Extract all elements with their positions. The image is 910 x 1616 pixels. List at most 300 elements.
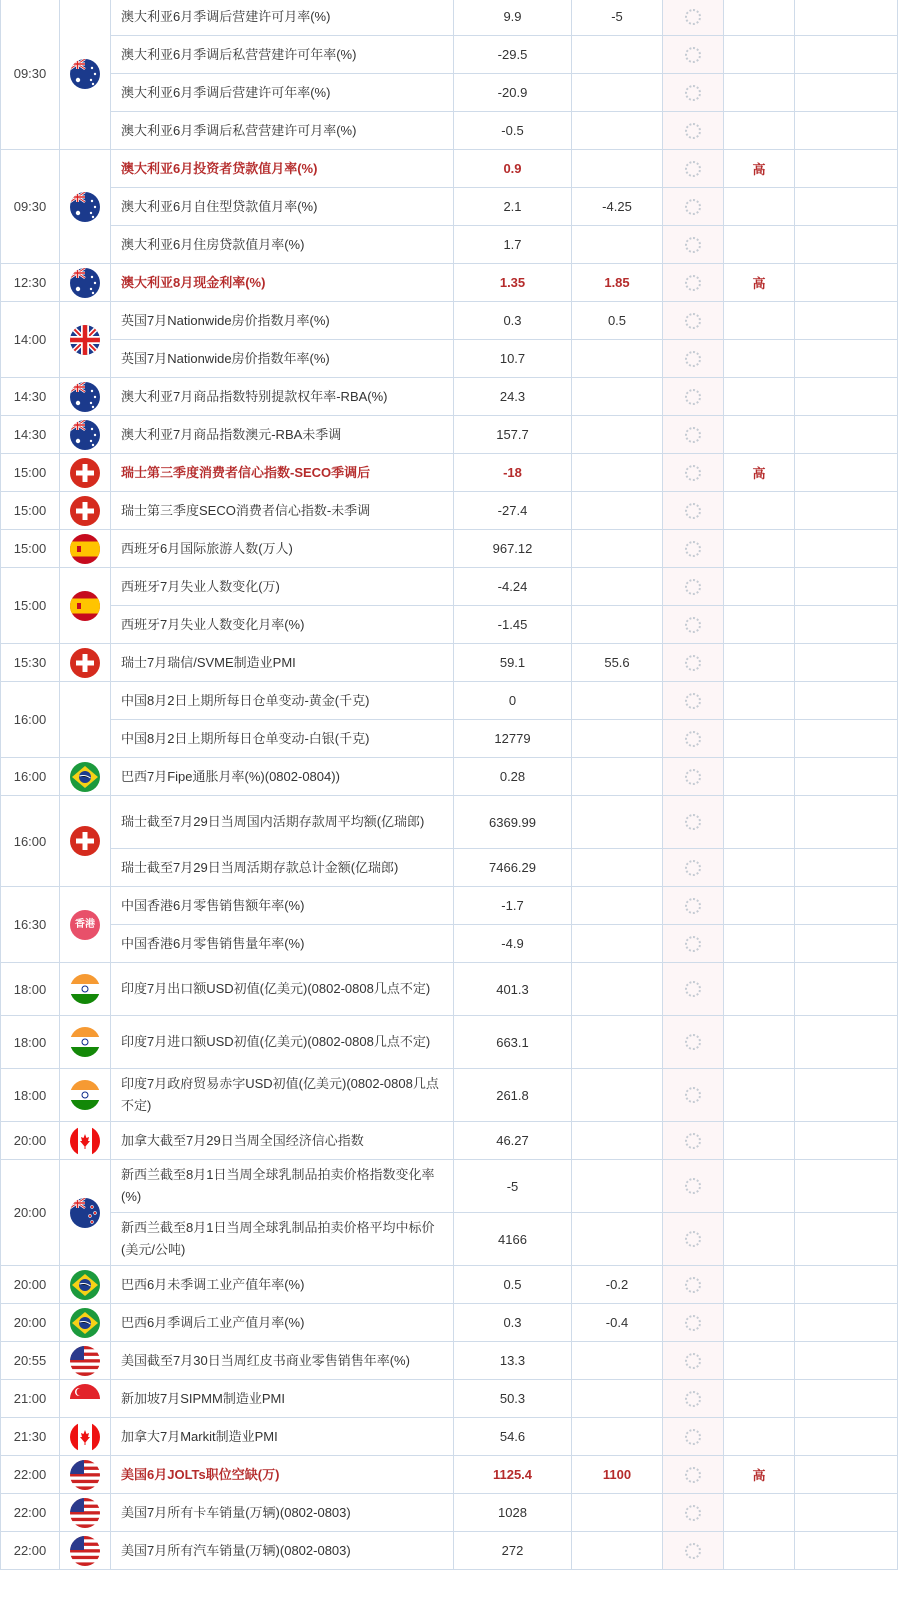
importance-badge: [724, 963, 795, 1016]
flag-uk-icon: [70, 325, 100, 355]
indicator-name[interactable]: 美国截至7月30日当周红皮书商业零售销售年率(%): [111, 1342, 454, 1380]
flag-cell: [60, 1418, 111, 1456]
loading-spinner-icon: [685, 860, 701, 876]
flag-cell: [60, 644, 111, 682]
flag-au-icon: [70, 382, 100, 412]
extra-cell: [795, 74, 898, 112]
table-row[interactable]: [1, 644, 898, 682]
loading-spinner-icon: [685, 123, 701, 139]
actual-value: 0.5: [454, 1266, 572, 1304]
actual-value: 1.7: [454, 226, 572, 264]
importance-badge: [724, 530, 795, 568]
previous-value: [572, 492, 663, 530]
loading-cell: [663, 340, 724, 378]
actual-value: -5: [454, 1160, 572, 1213]
extra-cell: [795, 1494, 898, 1532]
time-cell: 15:00: [1, 568, 60, 644]
extra-cell: [795, 1532, 898, 1570]
loading-cell: [663, 1069, 724, 1122]
indicator-name[interactable]: 巴西7月Fipe通胀月率(%)(0802-0804)): [111, 758, 454, 796]
indicator-name[interactable]: 瑞士第三季度SECO消费者信心指数-未季调: [111, 492, 454, 530]
actual-value: 24.3: [454, 378, 572, 416]
indicator-name[interactable]: 瑞士截至7月29日当周活期存款总计金额(亿瑞郎): [111, 849, 454, 887]
flag-cell: [60, 682, 111, 758]
importance-badge: [724, 758, 795, 796]
loading-cell: [663, 150, 724, 188]
importance-badge: [724, 1122, 795, 1160]
previous-value: [572, 568, 663, 606]
extra-cell: [795, 226, 898, 264]
flag-cell: [60, 796, 111, 887]
loading-cell: [663, 1456, 724, 1494]
loading-cell: [663, 1266, 724, 1304]
importance-badge: [724, 1016, 795, 1069]
loading-spinner-icon: [685, 655, 701, 671]
loading-cell: [663, 963, 724, 1016]
indicator-name[interactable]: 澳大利亚7月商品指数澳元-RBA未季调: [111, 416, 454, 454]
time-cell: 15:00: [1, 492, 60, 530]
table-row[interactable]: [1, 150, 898, 188]
loading-spinner-icon: [685, 1353, 701, 1369]
previous-value: -0.2: [572, 1266, 663, 1304]
table-row[interactable]: [1, 1069, 898, 1122]
table-row[interactable]: [1, 1122, 898, 1160]
importance-badge: [724, 682, 795, 720]
loading-cell: [663, 887, 724, 925]
table-row[interactable]: [1, 1304, 898, 1342]
importance-badge: [724, 0, 795, 36]
flag-in-icon: [70, 974, 100, 1004]
loading-spinner-icon: [685, 693, 701, 709]
flag-us-icon: [70, 1460, 100, 1490]
extra-cell: [795, 340, 898, 378]
flag-cell: [60, 264, 111, 302]
indicator-name[interactable]: 美国6月JOLTs职位空缺(万): [111, 1456, 454, 1494]
importance-badge: [724, 1494, 795, 1532]
importance-badge: [724, 568, 795, 606]
indicator-name[interactable]: 瑞士截至7月29日当周国内活期存款周平均额(亿瑞郎): [111, 796, 454, 849]
table-row[interactable]: [1, 454, 898, 492]
extra-cell: [795, 758, 898, 796]
importance-badge: [724, 796, 795, 849]
time-cell: 21:00: [1, 1380, 60, 1418]
indicator-name[interactable]: 澳大利亚6月投资者贷款值月率(%): [111, 150, 454, 188]
table-row[interactable]: [1, 226, 898, 264]
previous-value: [572, 1016, 663, 1069]
importance-badge: [724, 644, 795, 682]
previous-value: [572, 36, 663, 74]
time-cell: 14:00: [1, 302, 60, 378]
indicator-name[interactable]: 澳大利亚6月季调后营建许可年率(%): [111, 74, 454, 112]
previous-value: [572, 1342, 663, 1380]
flag-us-icon: [70, 1346, 100, 1376]
table-row[interactable]: [1, 1418, 898, 1456]
table-row[interactable]: [1, 1342, 898, 1380]
loading-spinner-icon: [685, 199, 701, 215]
table-row[interactable]: [1, 720, 898, 758]
flag-cell: [60, 1342, 111, 1380]
calendar-body: [1, 0, 898, 1570]
extra-cell: [795, 1266, 898, 1304]
previous-value: [572, 1418, 663, 1456]
indicator-name[interactable]: 西班牙7月失业人数变化(万): [111, 568, 454, 606]
previous-value: [572, 112, 663, 150]
indicator-name[interactable]: 加拿大截至7月29日当周全国经济信心指数: [111, 1122, 454, 1160]
time-cell: 20:00: [1, 1160, 60, 1266]
importance-badge: [724, 1380, 795, 1418]
time-cell: 18:00: [1, 1069, 60, 1122]
loading-spinner-icon: [685, 1429, 701, 1445]
flag-cell: [60, 1380, 111, 1418]
loading-spinner-icon: [685, 1315, 701, 1331]
flag-cell: [60, 758, 111, 796]
loading-spinner-icon: [685, 579, 701, 595]
indicator-name[interactable]: 澳大利亚6月季调后营建许可月率(%): [111, 0, 454, 36]
previous-value: [572, 340, 663, 378]
extra-cell: [795, 1069, 898, 1122]
indicator-name[interactable]: 美国7月所有卡车销量(万辆)(0802-0803): [111, 1494, 454, 1532]
flag-cell: [60, 0, 111, 150]
importance-badge: [724, 492, 795, 530]
importance-badge: [724, 1532, 795, 1570]
importance-badge: [724, 340, 795, 378]
extra-cell: [795, 606, 898, 644]
actual-value: 0.3: [454, 302, 572, 340]
indicator-name[interactable]: 澳大利亚6月季调后私营营建许可月率(%): [111, 112, 454, 150]
actual-value: 6369.99: [454, 796, 572, 849]
flag-ch-icon: [70, 496, 100, 526]
extra-cell: [795, 1418, 898, 1456]
extra-cell: [795, 492, 898, 530]
indicator-name[interactable]: 中国香港6月零售销售额年率(%): [111, 887, 454, 925]
table-row[interactable]: [1, 416, 898, 454]
table-row[interactable]: [1, 758, 898, 796]
previous-value: [572, 74, 663, 112]
flag-cell: [60, 1160, 111, 1266]
loading-cell: [663, 302, 724, 340]
loading-cell: [663, 796, 724, 849]
flag-ch-icon: [70, 826, 100, 856]
loading-cell: [663, 720, 724, 758]
flag-br-icon: [70, 1270, 100, 1300]
indicator-name[interactable]: 巴西6月季调后工业产值月率(%): [111, 1304, 454, 1342]
actual-value: 0.28: [454, 758, 572, 796]
actual-value: 54.6: [454, 1418, 572, 1456]
extra-cell: [795, 925, 898, 963]
flag-ch-icon: [70, 458, 100, 488]
table-row[interactable]: [1, 1160, 898, 1213]
actual-value: 1028: [454, 1494, 572, 1532]
time-cell: 20:00: [1, 1122, 60, 1160]
extra-cell: [795, 682, 898, 720]
loading-spinner-icon: [685, 351, 701, 367]
table-row[interactable]: [1, 264, 898, 302]
loading-cell: [663, 454, 724, 492]
loading-spinner-icon: [685, 617, 701, 633]
actual-value: 0: [454, 682, 572, 720]
flag-cell: [60, 887, 111, 963]
previous-value: [572, 849, 663, 887]
time-cell: 09:30: [1, 0, 60, 150]
actual-value: 157.7: [454, 416, 572, 454]
previous-value: [572, 1213, 663, 1266]
loading-cell: [663, 1380, 724, 1418]
table-row[interactable]: [1, 1016, 898, 1069]
loading-spinner-icon: [685, 981, 701, 997]
flag-cell: [60, 1304, 111, 1342]
loading-spinner-icon: [685, 898, 701, 914]
loading-spinner-icon: [685, 541, 701, 557]
previous-value: [572, 1380, 663, 1418]
table-row[interactable]: [1, 796, 898, 849]
table-row[interactable]: [1, 1494, 898, 1532]
table-row[interactable]: [1, 340, 898, 378]
indicator-name[interactable]: 中国8月2日上期所每日仓单变动-白银(千克): [111, 720, 454, 758]
extra-cell: [795, 887, 898, 925]
table-row[interactable]: [1, 1266, 898, 1304]
table-row[interactable]: [1, 849, 898, 887]
importance-badge: 高: [724, 150, 795, 188]
actual-value: 967.12: [454, 530, 572, 568]
flag-nz-icon: [70, 1198, 100, 1228]
table-row[interactable]: [1, 74, 898, 112]
table-row[interactable]: [1, 36, 898, 74]
table-row[interactable]: [1, 492, 898, 530]
previous-value: [572, 682, 663, 720]
actual-value: -27.4: [454, 492, 572, 530]
table-row[interactable]: [1, 963, 898, 1016]
previous-value: [572, 796, 663, 849]
indicator-name[interactable]: 加拿大7月Markit制造业PMI: [111, 1418, 454, 1456]
extra-cell: [795, 0, 898, 36]
indicator-name[interactable]: 英国7月Nationwide房价指数年率(%): [111, 340, 454, 378]
flag-au-icon: [70, 192, 100, 222]
actual-value: 261.8: [454, 1069, 572, 1122]
actual-value: -29.5: [454, 36, 572, 74]
loading-cell: [663, 74, 724, 112]
loading-spinner-icon: [685, 503, 701, 519]
actual-value: -18: [454, 454, 572, 492]
flag-br-icon: [70, 762, 100, 792]
importance-badge: [724, 302, 795, 340]
time-cell: 22:00: [1, 1456, 60, 1494]
importance-badge: [724, 849, 795, 887]
actual-value: -1.45: [454, 606, 572, 644]
table-row[interactable]: [1, 1380, 898, 1418]
importance-badge: [724, 416, 795, 454]
actual-value: 2.1: [454, 188, 572, 226]
loading-cell: [663, 264, 724, 302]
extra-cell: [795, 644, 898, 682]
loading-cell: [663, 1160, 724, 1213]
time-cell: 18:00: [1, 963, 60, 1016]
table-row[interactable]: [1, 530, 898, 568]
previous-value: -5: [572, 0, 663, 36]
importance-badge: [724, 887, 795, 925]
indicator-name[interactable]: 新西兰截至8月1日当周全球乳制品拍卖价格指数变化率(%): [111, 1160, 454, 1213]
table-row[interactable]: [1, 887, 898, 925]
actual-value: 0.9: [454, 150, 572, 188]
loading-spinner-icon: [685, 313, 701, 329]
previous-value: [572, 454, 663, 492]
table-row[interactable]: [1, 378, 898, 416]
flag-in-icon: [70, 1080, 100, 1110]
loading-cell: [663, 226, 724, 264]
previous-value: [572, 150, 663, 188]
indicator-name[interactable]: 瑞士第三季度消费者信心指数-SECO季调后: [111, 454, 454, 492]
indicator-name[interactable]: 新西兰截至8月1日当周全球乳制品拍卖价格平均中标价(美元/公吨): [111, 1213, 454, 1266]
actual-value: 10.7: [454, 340, 572, 378]
previous-value: [572, 925, 663, 963]
flag-hk-icon: 香港: [70, 910, 100, 940]
importance-badge: 高: [724, 264, 795, 302]
loading-cell: [663, 1213, 724, 1266]
loading-cell: [663, 1494, 724, 1532]
loading-cell: [663, 1016, 724, 1069]
table-row[interactable]: [1, 606, 898, 644]
indicator-name[interactable]: 西班牙6月国际旅游人数(万人): [111, 530, 454, 568]
flag-cell: [60, 416, 111, 454]
table-row[interactable]: [1, 682, 898, 720]
loading-spinner-icon: [685, 465, 701, 481]
previous-value: [572, 1122, 663, 1160]
loading-spinner-icon: [685, 1467, 701, 1483]
loading-spinner-icon: [685, 1277, 701, 1293]
loading-spinner-icon: [685, 769, 701, 785]
loading-spinner-icon: [685, 9, 701, 25]
loading-spinner-icon: [685, 936, 701, 952]
actual-value: 12779: [454, 720, 572, 758]
actual-value: -4.24: [454, 568, 572, 606]
flag-cell: [60, 1456, 111, 1494]
loading-spinner-icon: [685, 1178, 701, 1194]
loading-spinner-icon: [685, 85, 701, 101]
table-row[interactable]: [1, 188, 898, 226]
time-cell: 12:30: [1, 264, 60, 302]
table-row[interactable]: [1, 1532, 898, 1570]
indicator-name[interactable]: 澳大利亚6月季调后私营营建许可年率(%): [111, 36, 454, 74]
extra-cell: [795, 112, 898, 150]
previous-value: 1100: [572, 1456, 663, 1494]
extra-cell: [795, 963, 898, 1016]
loading-spinner-icon: [685, 1034, 701, 1050]
indicator-name[interactable]: 中国香港6月零售销售量年率(%): [111, 925, 454, 963]
importance-badge: [724, 1304, 795, 1342]
time-cell: 14:30: [1, 416, 60, 454]
loading-cell: [663, 530, 724, 568]
extra-cell: [795, 1016, 898, 1069]
previous-value: -4.25: [572, 188, 663, 226]
previous-value: [572, 606, 663, 644]
flag-es-icon: [70, 591, 100, 621]
flag-cell: [60, 492, 111, 530]
table-row[interactable]: [1, 302, 898, 340]
flag-br-icon: [70, 1308, 100, 1338]
table-row[interactable]: [1, 112, 898, 150]
flag-cell: [60, 530, 111, 568]
importance-badge: 高: [724, 454, 795, 492]
flag-in-icon: [70, 1027, 100, 1057]
actual-value: 59.1: [454, 644, 572, 682]
indicator-name[interactable]: 澳大利亚6月住房贷款值月率(%): [111, 226, 454, 264]
previous-value: 0.5: [572, 302, 663, 340]
extra-cell: [795, 264, 898, 302]
table-row[interactable]: [1, 1213, 898, 1266]
actual-value: 7466.29: [454, 849, 572, 887]
table-row[interactable]: [1, 0, 898, 36]
table-row[interactable]: [1, 1456, 898, 1494]
extra-cell: [795, 796, 898, 849]
extra-cell: [795, 416, 898, 454]
loading-cell: [663, 416, 724, 454]
importance-badge: 高: [724, 1456, 795, 1494]
indicator-name[interactable]: 瑞士7月瑞信/SVME制造业PMI: [111, 644, 454, 682]
loading-spinner-icon: [685, 389, 701, 405]
flag-cell: [60, 454, 111, 492]
loading-cell: [663, 568, 724, 606]
flag-au-icon: [70, 420, 100, 450]
flag-au-icon: [70, 59, 100, 89]
flag-ca-icon: [70, 1422, 100, 1452]
previous-value: [572, 887, 663, 925]
importance-badge: [724, 1342, 795, 1380]
extra-cell: [795, 150, 898, 188]
loading-spinner-icon: [685, 1087, 701, 1103]
loading-cell: [663, 1122, 724, 1160]
extra-cell: [795, 530, 898, 568]
actual-value: 1125.4: [454, 1456, 572, 1494]
actual-value: 1.35: [454, 264, 572, 302]
actual-value: 13.3: [454, 1342, 572, 1380]
table-row[interactable]: [1, 925, 898, 963]
indicator-name[interactable]: 印度7月政府贸易赤字USD初值(亿美元)(0802-0808几点不定): [111, 1069, 454, 1122]
indicator-name[interactable]: 中国8月2日上期所每日仓单变动-黄金(千克): [111, 682, 454, 720]
indicator-name[interactable]: 西班牙7月失业人数变化月率(%): [111, 606, 454, 644]
indicator-name[interactable]: 印度7月进口额USD初值(亿美元)(0802-0808几点不定): [111, 1016, 454, 1069]
indicator-name[interactable]: 澳大利亚6月自住型贷款值月率(%): [111, 188, 454, 226]
indicator-name[interactable]: 澳大利亚8月现金利率(%): [111, 264, 454, 302]
indicator-name[interactable]: 英国7月Nationwide房价指数月率(%): [111, 302, 454, 340]
loading-spinner-icon: [685, 161, 701, 177]
flag-cell: [60, 378, 111, 416]
flag-au-icon: [70, 268, 100, 298]
indicator-name[interactable]: 印度7月出口额USD初值(亿美元)(0802-0808几点不定): [111, 963, 454, 1016]
importance-badge: [724, 1160, 795, 1213]
loading-cell: [663, 606, 724, 644]
importance-badge: [724, 925, 795, 963]
time-cell: 15:30: [1, 644, 60, 682]
previous-value: 1.85: [572, 264, 663, 302]
loading-spinner-icon: [685, 1133, 701, 1149]
indicator-name[interactable]: 美国7月所有汽车销量(万辆)(0802-0803): [111, 1532, 454, 1570]
indicator-name[interactable]: 澳大利亚7月商品指数特别提款权年率-RBA(%): [111, 378, 454, 416]
table-row[interactable]: [1, 568, 898, 606]
importance-badge: [724, 188, 795, 226]
extra-cell: [795, 454, 898, 492]
loading-spinner-icon: [685, 1391, 701, 1407]
indicator-name[interactable]: 新加坡7月SIPMM制造业PMI: [111, 1380, 454, 1418]
indicator-name[interactable]: 巴西6月未季调工业产值年率(%): [111, 1266, 454, 1304]
previous-value: [572, 1532, 663, 1570]
loading-spinner-icon: [685, 1231, 701, 1247]
loading-cell: [663, 644, 724, 682]
extra-cell: [795, 1380, 898, 1418]
loading-cell: [663, 0, 724, 36]
extra-cell: [795, 1456, 898, 1494]
actual-value: -20.9: [454, 74, 572, 112]
importance-badge: [724, 1069, 795, 1122]
actual-value: 272: [454, 1532, 572, 1570]
